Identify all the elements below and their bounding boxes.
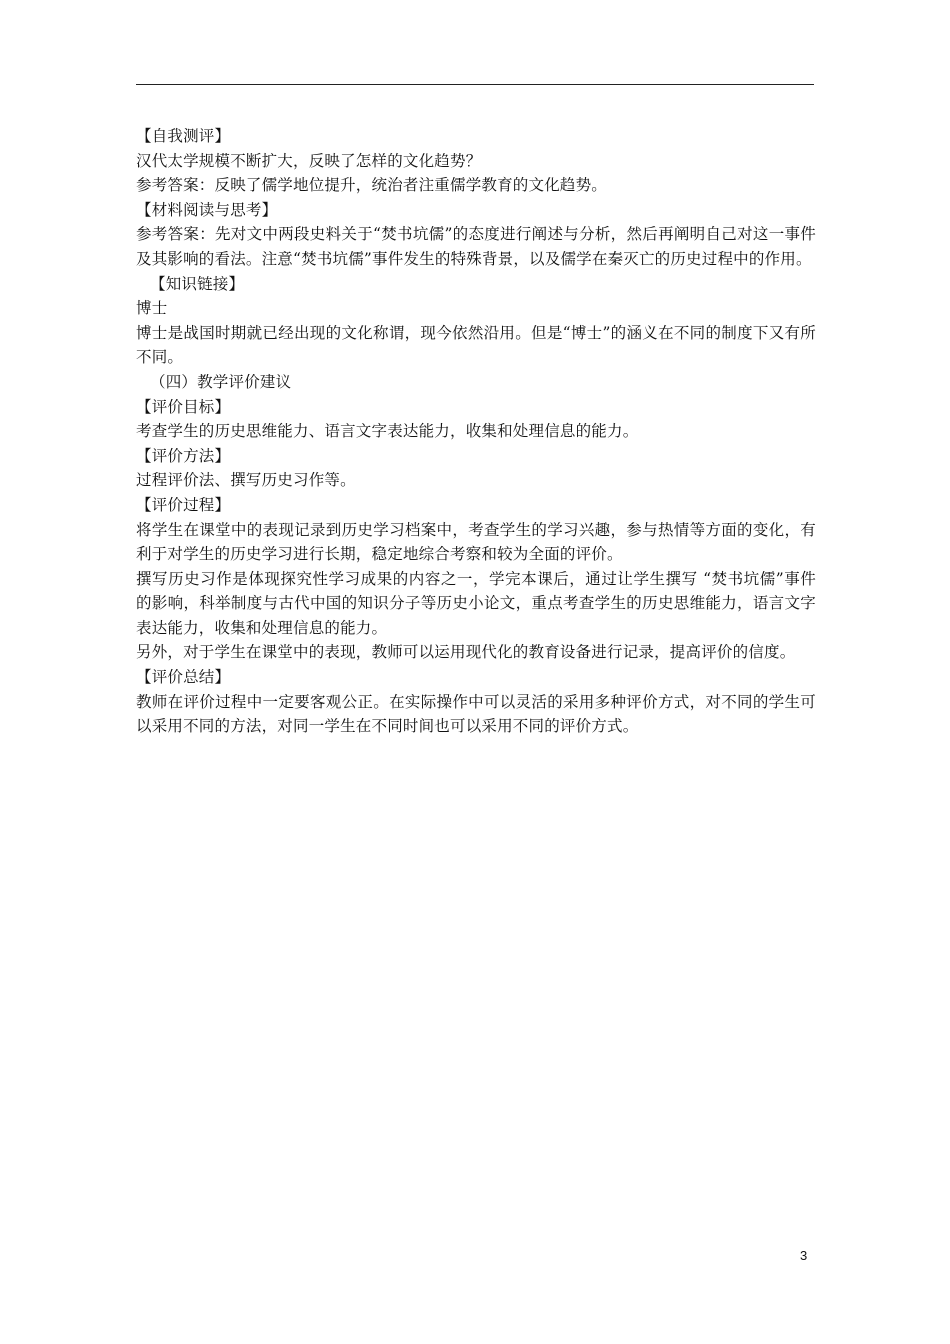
term-explanation: 博士是战国时期就已经出现的文化称谓，现今依然沿用。但是“博士”的涵义在不同的制度下又有所不同。: [136, 323, 816, 367]
paragraph: 将学生在课堂中的表现记录到历史学习档案中，考查学生的学习兴趣，参与热情等方面的变化，有利于对学生的历史学习进行长期，稳定地综合考察和较为全面的评价。: [136, 520, 816, 564]
header-rule: [136, 84, 814, 85]
paragraph: 另外，对于学生在课堂中的表现，教师可以运用现代化的教育设备进行记录，提高评价的信度。: [136, 643, 796, 662]
section-heading-material-reading: 【材料阅读与思考】: [136, 200, 278, 219]
section-heading-evaluation-summary: 【评价总结】: [136, 668, 231, 687]
question-text: 汉代太学规模不断扩大，反映了怎样的文化趋势？: [136, 151, 482, 170]
document-body: [136, 124, 816, 739]
paragraph: 撰写历史习作是体现探究性学习成果的内容之一，学完本课后，通过让学生撰写 “焚书坑儒”事件的影响，科举制度与古代中国的知识分子等历史小论文，重点考查学生的历史思维能力，语言文字表达能力，收集和处理信息的能力。: [136, 569, 816, 637]
section-heading-evaluation-process: 【评价过程】: [136, 495, 231, 514]
term-title: 博士: [136, 299, 168, 318]
paragraph: 过程评价法、撰写历史习作等。: [136, 471, 356, 490]
section-heading-self-assessment: 【自我测评】: [136, 127, 231, 145]
reference-answer: 参考答案：反映了儒学地位提升，统治者注重儒学教育的文化趋势。: [136, 176, 608, 195]
section-heading-evaluation-goal: 【评价目标】: [136, 397, 231, 416]
section-heading-evaluation-method: 【评价方法】: [136, 446, 231, 465]
paragraph: 考查学生的历史思维能力、语言文字表达能力，收集和处理信息的能力。: [136, 422, 639, 441]
section-heading-knowledge-link: 【知识链接】: [150, 274, 245, 293]
reference-answer: 参考答案：先对文中两段史料关于“焚书坑儒”的态度进行阐述与分析，然后再阐明自己对这一事件及其影响的看法。注意“焚书坑儒”事件发生的特殊背景，以及儒学在秦灭亡的历史过程中的作用。: [136, 225, 816, 268]
section-title-evaluation: （四）教学评价建议: [150, 372, 292, 391]
page-number: 3: [800, 1248, 808, 1263]
paragraph: 教师在评价过程中一定要客观公正。在实际操作中可以灵活的采用多种评价方式，对不同的学生可以采用不同的方法，对同一学生在不同时间也可以采用不同的评价方式。: [136, 692, 816, 736]
